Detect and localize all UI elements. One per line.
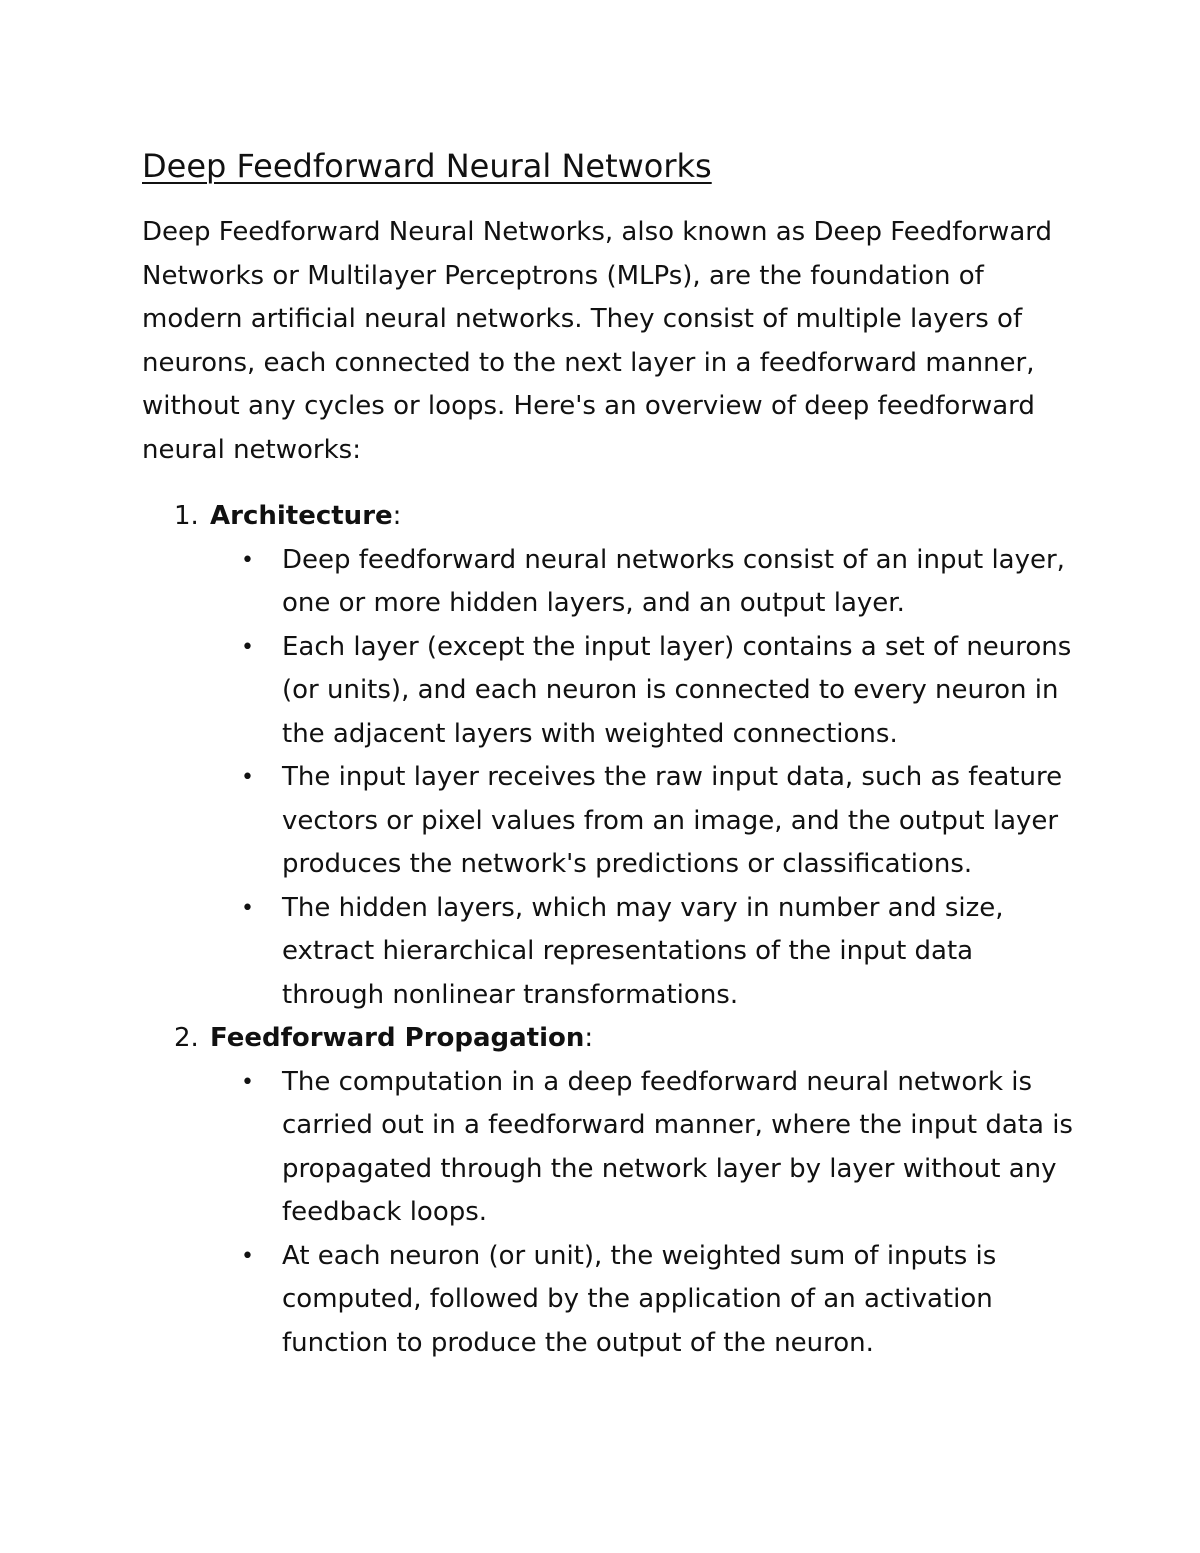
list-item [142, 626, 1102, 757]
list-item [142, 1235, 1102, 1366]
bullet-list [142, 539, 1102, 1018]
bullet-text: The hidden layers, which may vary in number and size, extract hierarchical representations of the input data through nonlinear transformations. [282, 892, 1004, 1010]
bullet-text: Each layer (except the input layer) contains a set of neurons (or units), and each neuron is connected to every neuron in the adjacent layers with weighted connections. [282, 631, 1072, 749]
section-title: Architecture [210, 501, 393, 531]
section-title: Feedforward Propagation [210, 1023, 585, 1053]
list-item [142, 539, 1102, 626]
bullet-text: At each neuron (or unit), the weighted sum of inputs is computed, followed by the application of an activation function to produce the output of the neuron. [282, 1240, 997, 1358]
bullet-icon: • [241, 1243, 254, 1269]
section-colon: : [392, 501, 402, 531]
bullet-icon: • [241, 547, 254, 573]
bullet-icon: • [241, 765, 254, 790]
document-title: Deep Feedforward Neural Networks [142, 147, 712, 185]
list-item [142, 1061, 1102, 1235]
bullet-icon: • [241, 1069, 254, 1095]
list-item [142, 887, 1102, 1018]
numbered-list [142, 495, 1102, 1365]
bullet-text: Deep feedforward neural networks consist of an input layer, one or more hidden layers, and an output layer. [282, 544, 1065, 618]
bullet-icon: • [241, 895, 254, 921]
bullet-text: The computation in a deep feedforward neural network is carried out in a feedforward manner, where the input data is propagated through the network layer by layer without any feedback loops. [282, 1066, 1073, 1227]
list-section [142, 1017, 1102, 1365]
intro-paragraph: Deep Feedforward Neural Networks, also known as Deep Feedforward Networks or Multilayer Perceptrons (MLPs), are the foundation of modern artificial neural networks. They consist of multiple layers of neurons, each connected to the next layer in a feedforward manner, without any cycles or loops. Here's an overview of deep feedforward neural networks: [142, 217, 1052, 465]
section-colon: : [584, 1023, 594, 1053]
bullet-list [142, 1061, 1102, 1366]
section-heading [142, 1017, 1102, 1061]
section-number: 1. [174, 501, 199, 531]
list-item [142, 756, 1102, 887]
bullet-text: The input layer receives the raw input data, such as feature vectors or pixel values from an image, and the output layer produces the network's predictions or classifications. [282, 762, 1063, 879]
list-section [142, 495, 1102, 1017]
section-number: 2. [174, 1023, 199, 1053]
section-heading [142, 495, 1102, 539]
bullet-icon: • [241, 634, 254, 660]
